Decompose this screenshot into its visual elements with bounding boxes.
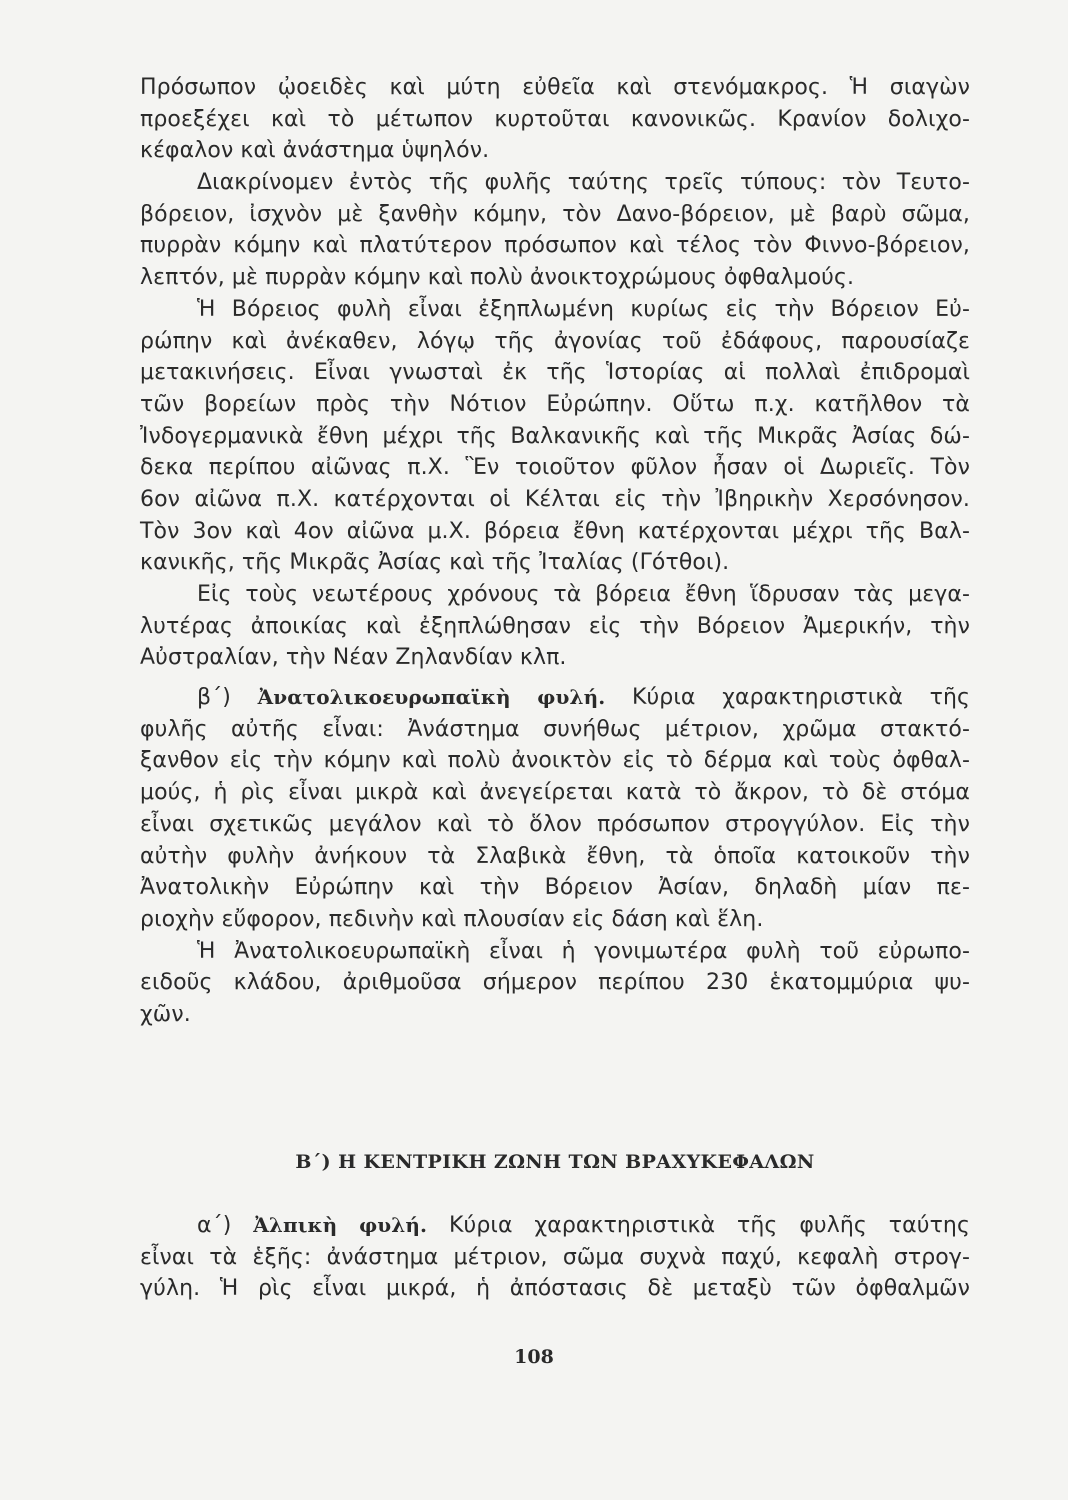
text-line: Εἰς τοὺς νεωτέρους χρόνους τὰ βόρεια ἔθνη ἵδρυσαν τὰς μεγα-	[197, 582, 970, 607]
text-line: γύλη. Ἡ ρὶς εἶναι μικρά, ἡ ἀπόστασις δὲ μεταξὺ τῶν ὀφθαλμῶν	[140, 1276, 970, 1302]
alpine-title: Ἀλπικὴ φυλή.	[253, 1213, 428, 1237]
text-line: Τὸν 3ον καὶ 4ον αἰῶνα μ.Χ. βόρεια ἔθνη κατέρχονται μέχρι τῆς Βαλ-	[140, 518, 970, 544]
page-number: 108	[514, 1346, 554, 1368]
text-line: λεπτόν, μὲ πυρρὰν κόμην καὶ πολὺ ἀνοικτοχρώμους ὀφθαλμούς.	[140, 265, 855, 291]
main-text	[140, 72, 970, 1031]
section-heading: Β΄) Η ΚΕΝΤΡΙΚΗ ΖΩΝΗ ΤΩΝ ΒΡΑΧΥΚΕΦΑΛΩΝ	[295, 1151, 815, 1173]
section-b-first-line	[140, 682, 970, 714]
text-line: φυλῆς αὐτῆς εἶναι: Ἀνάστημα συνήθως μέτριον, χρῶμα στακτό-	[140, 716, 970, 742]
section-b-title: Ἀνατολικοευρωπαϊκὴ φυλή.	[257, 685, 606, 710]
text-line: χῶν.	[140, 1001, 191, 1027]
text-line: 6ον αἰῶνα π.Χ. κατέρχονται οἱ Κέλται εἰς τὴν Ἰβηρικὴν Χερσόνησον.	[140, 486, 970, 512]
text-line: αὐτὴν φυλὴν ἀνήκουν τὰ Σλαβικὰ ἔθνη, τὰ ὁποῖα κατοικοῦν τὴν	[140, 843, 970, 869]
text-line: μετακινήσεις. Εἶναι γνωσταὶ ἐκ τῆς Ἱστορίας αἱ πολλαὶ ἐπιδρομαὶ	[140, 360, 970, 386]
text-line: κέφαλον καὶ ἀνάστημα ὑψηλόν.	[140, 138, 490, 164]
text-line: ξανθον εἰς τὴν κόμην καὶ πολὺ ἀνοικτὸν εἰς τὸ δέρμα καὶ τοὺς ὀφθαλ-	[140, 748, 970, 774]
text-line: κανικῆς, τῆς Μικρᾶς Ἀσίας καὶ τῆς Ἰταλίας (Γότθοι).	[140, 550, 730, 576]
text-line: ριοχὴν εὔφορον, πεδινὴν καὶ πλουσίαν εἰς δάση καὶ ἕλη.	[140, 906, 764, 932]
text-line: βόρειον, ἰσχνὸν μὲ ξανθὴν κόμην, τὸν Δανο-βόρειον, μὲ βαρὺ σῶμα,	[140, 201, 970, 227]
text-line: Ἡ Ἀνατολικοευρωπαϊκὴ εἶναι ἡ γονιμωτέρα φυλὴ τοῦ εὐρωπο-	[197, 938, 970, 964]
text-line: Ἰνδογερμανικὰ ἔθνη μέχρι τῆς Βαλκανικῆς καὶ τῆς Μικρᾶς Ἀσίας δώ-	[140, 423, 970, 449]
text-line: Ἀνατολικὴν Εὐρώπην καὶ τὴν Βόρειον Ἀσίαν, δηλαδὴ μίαν πε-	[140, 875, 970, 901]
text-line: πυρρὰν κόμην καὶ πλατύτερον πρόσωπον καὶ τέλος τὸν Φιννο-βόρειον,	[140, 233, 970, 259]
alpine-label: α΄)	[197, 1213, 232, 1238]
text-line: Πρόσωπον ᾠοειδὲς καὶ μύτη εὐθεῖα καὶ στενόμακρος. Ἡ σιαγὼν	[140, 75, 970, 100]
section-b-line1-rest: Κύρια χαρακτηριστικὰ τῆς	[631, 685, 970, 711]
text-line: ειδοῦς κλάδου, ἀριθμοῦσα σήμερον περίπου 230 ἑκατομμύρια ψυ-	[140, 970, 970, 996]
text-line: εἶναι τὰ ἑξῆς: ἀνάστημα μέτριον, σῶμα συχνὰ παχύ, κεφαλὴ στρογ-	[140, 1244, 970, 1270]
text-line: δεκα περίπου αἰῶνας π.Χ. Ἓν τοιοῦτον φῦλον ἦσαν οἱ Δωριεῖς. Τὸν	[140, 455, 970, 481]
alpine-text	[140, 1210, 970, 1305]
text-line: μούς, ἡ ρὶς εἶναι μικρὰ καὶ ἀνεγείρεται κατὰ τὸ ἄκρον, τὸ δὲ στόμα	[140, 780, 970, 806]
section-b-label: β΄)	[197, 685, 231, 711]
alpine-line1-rest: Κύρια χαρακτηριστικὰ τῆς φυλῆς ταύτης	[448, 1213, 970, 1238]
text-line: τῶν βορείων πρὸς τὴν Νότιον Εὐρώπην. Οὕτω π.χ. κατῆλθον τὰ	[140, 391, 970, 417]
text-line: Ἡ Βόρειος φυλὴ εἶναι ἐξηπλωμένη κυρίως εἰς τὴν Βόρειον Εὐ-	[197, 296, 970, 322]
text-line: λυτέρας ἀποικίας καὶ ἐξηπλώθησαν εἰς τὴν Βόρειον Ἀμερικήν, τὴν	[140, 613, 970, 639]
text-line: ρώπην καὶ ἀνέκαθεν, λόγῳ τῆς ἀγονίας τοῦ ἐδάφους, παρουσίαζε	[140, 328, 970, 354]
alpine-first-line	[140, 1210, 970, 1242]
text-line: προεξέχει καὶ τὸ μέτωπον κυρτοῦται κανονικῶς. Κρανίον δολιχο-	[140, 106, 970, 132]
text-line: εἶναι σχετικῶς μεγάλον καὶ τὸ ὅλον πρόσωπον στρογγύλον. Εἰς τὴν	[140, 811, 970, 837]
text-line: Διακρίνομεν ἐντὸς τῆς φυλῆς ταύτης τρεῖς τύπους: τὸν Τευτο-	[197, 170, 970, 196]
text-line: Αὐστραλίαν, τὴν Νέαν Ζηλανδίαν κλπ.	[140, 645, 567, 671]
